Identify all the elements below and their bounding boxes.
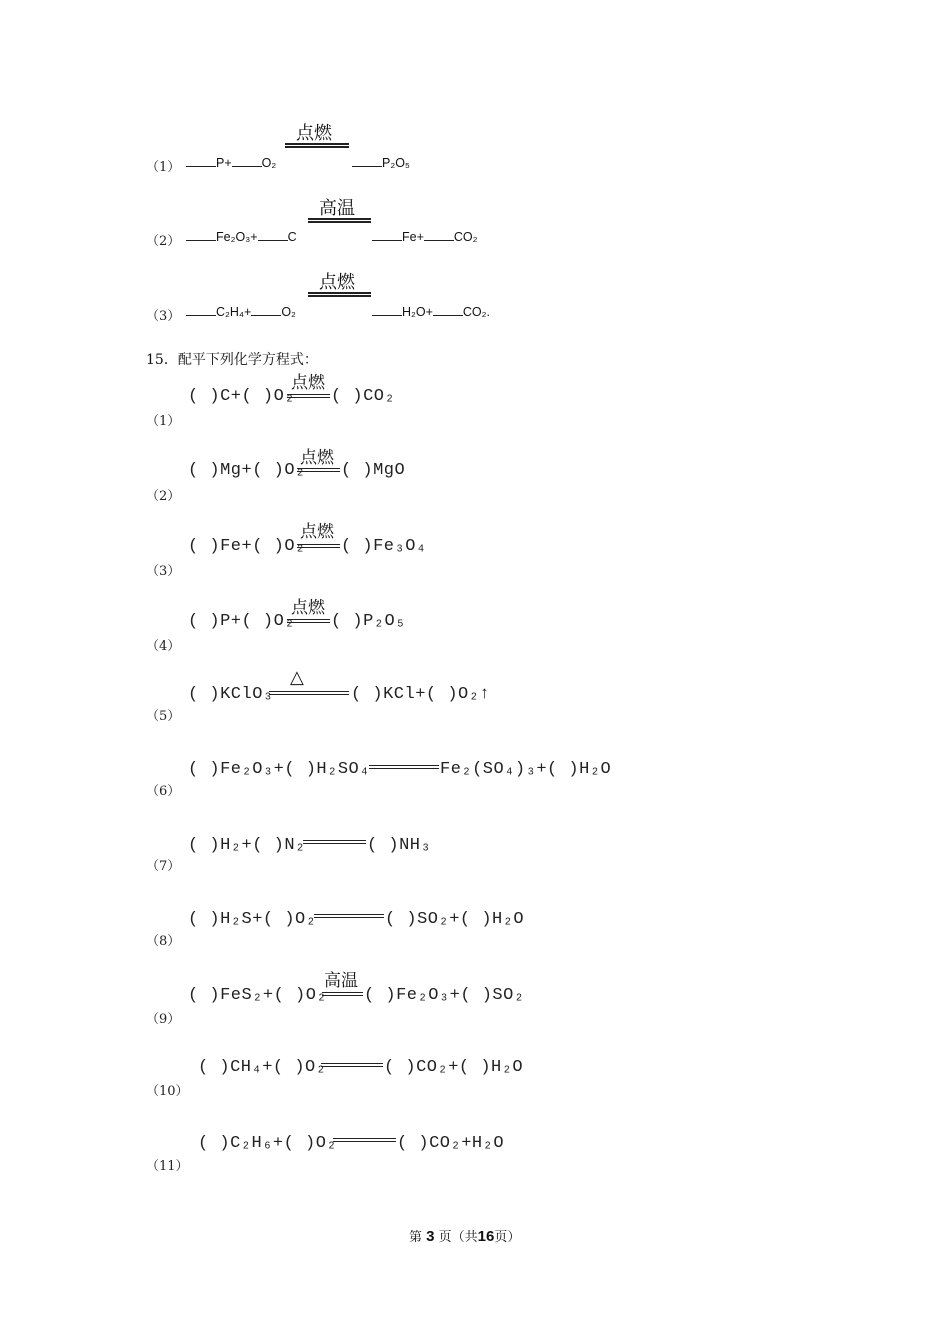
rhs-terms: Fe+ CO₂ bbox=[372, 230, 478, 244]
page-footer bbox=[409, 1226, 520, 1245]
lhs-terms: P+ O₂ bbox=[186, 156, 276, 170]
rhs-terms: H₂O+ CO₂. bbox=[372, 305, 490, 319]
rhs-formula: ( )Fe₃O₄ bbox=[341, 537, 427, 556]
condition-label: 点燃 bbox=[319, 272, 355, 293]
lhs-formula: ( )Fe+( )O₂ bbox=[188, 537, 306, 556]
lhs-formula: ( )CH₄+( )O₂ bbox=[198, 1058, 327, 1077]
item-number: （7） bbox=[146, 859, 181, 874]
answer-blank[interactable] bbox=[186, 305, 216, 316]
equals-sign bbox=[269, 691, 349, 695]
condition-label: 高温 bbox=[324, 971, 358, 991]
answer-blank[interactable] bbox=[232, 156, 262, 167]
answer-blank[interactable] bbox=[372, 305, 402, 316]
item-number: （3） bbox=[146, 564, 181, 579]
answer-blank[interactable] bbox=[352, 156, 382, 167]
answer-blank[interactable] bbox=[251, 305, 281, 316]
lhs-formula: ( )Fe₂O₃+( )H₂SO₄ bbox=[188, 760, 370, 779]
lhs-formula: ( )H₂+( )N₂ bbox=[188, 836, 306, 855]
condition-label: △ bbox=[290, 667, 304, 688]
rhs-terms: P₂O₅ bbox=[352, 156, 410, 170]
question-title: 15．配平下列化学方程式： bbox=[146, 352, 318, 368]
item-number: （11） bbox=[146, 1159, 189, 1174]
lhs-formula: ( )C+( )O₂ bbox=[188, 387, 296, 406]
footer-text: 页（共 bbox=[438, 1230, 478, 1245]
current-page-number: 3 bbox=[426, 1228, 435, 1245]
item-number: （6） bbox=[146, 784, 181, 799]
rhs-formula: ( )P₂O₅ bbox=[331, 612, 406, 631]
footer-text: 页） bbox=[494, 1230, 521, 1245]
rhs-formula: ( )CO₂ bbox=[331, 387, 396, 406]
lhs-formula: ( )Mg+( )O₂ bbox=[188, 461, 306, 480]
equals-sign bbox=[297, 468, 340, 472]
item-number: （4） bbox=[146, 639, 181, 654]
equals-sign bbox=[369, 765, 439, 769]
answer-blank[interactable] bbox=[433, 305, 463, 316]
total-page-count: 16 bbox=[477, 1228, 495, 1245]
answer-blank[interactable] bbox=[186, 230, 216, 241]
item-number: （9） bbox=[146, 1012, 181, 1027]
rhs-formula: ( )Fe₂O₃+( )SO₂ bbox=[364, 986, 525, 1005]
item-number: （3） bbox=[146, 309, 181, 324]
rhs-formula: ( )MgO bbox=[341, 461, 406, 480]
equals-sign bbox=[314, 914, 384, 918]
equals-sign bbox=[297, 544, 340, 548]
item-number: （2） bbox=[146, 234, 181, 249]
footer-text: 第 bbox=[409, 1230, 423, 1245]
condition-label: 点燃 bbox=[296, 123, 332, 144]
equals-sign bbox=[285, 143, 349, 148]
rhs-formula: ( )CO₂+( )H₂O bbox=[384, 1058, 524, 1077]
condition-label: 点燃 bbox=[300, 448, 334, 468]
answer-blank[interactable] bbox=[372, 230, 402, 241]
equals-sign bbox=[308, 218, 371, 223]
equals-sign bbox=[321, 1063, 383, 1067]
answer-blank[interactable] bbox=[258, 230, 288, 241]
condition-label: 点燃 bbox=[291, 598, 325, 618]
equals-sign bbox=[287, 619, 330, 623]
rhs-formula: ( )SO₂+( )H₂O bbox=[385, 910, 525, 929]
equals-sign bbox=[333, 1138, 396, 1142]
rhs-formula: ( )NH₃ bbox=[367, 836, 432, 855]
lhs-formula: ( )C₂H₆+( )O₂ bbox=[198, 1134, 338, 1153]
item-number: （1） bbox=[146, 414, 181, 429]
item-number: （1） bbox=[146, 160, 181, 175]
condition-label: 高温 bbox=[319, 198, 355, 219]
answer-blank[interactable] bbox=[424, 230, 454, 241]
lhs-formula: ( )FeS₂+( )O₂ bbox=[188, 986, 328, 1005]
item-number: （5） bbox=[146, 709, 181, 724]
lhs-formula: ( )KClO₃ bbox=[188, 685, 274, 704]
rhs-formula: ( )CO₂+H₂O bbox=[397, 1134, 505, 1153]
rhs-formula: Fe₂(SO₄)₃+( )H₂O bbox=[440, 760, 612, 779]
answer-blank[interactable] bbox=[186, 156, 216, 167]
lhs-terms: Fe₂O₃+ C bbox=[186, 230, 297, 244]
item-number: （10） bbox=[146, 1084, 189, 1099]
equals-sign bbox=[303, 840, 366, 844]
condition-label: 点燃 bbox=[291, 373, 325, 393]
rhs-formula: ( )KCl+( )O₂↑ bbox=[351, 685, 491, 704]
condition-label: 点燃 bbox=[300, 522, 334, 542]
lhs-formula: ( )H₂S+( )O₂ bbox=[188, 910, 317, 929]
lhs-terms: C₂H₄+ O₂ bbox=[186, 305, 296, 319]
equals-sign bbox=[322, 992, 363, 996]
equals-sign bbox=[287, 394, 330, 398]
item-number: （2） bbox=[146, 489, 181, 504]
equals-sign bbox=[308, 292, 371, 297]
item-number: （8） bbox=[146, 934, 181, 949]
lhs-formula: ( )P+( )O₂ bbox=[188, 612, 296, 631]
